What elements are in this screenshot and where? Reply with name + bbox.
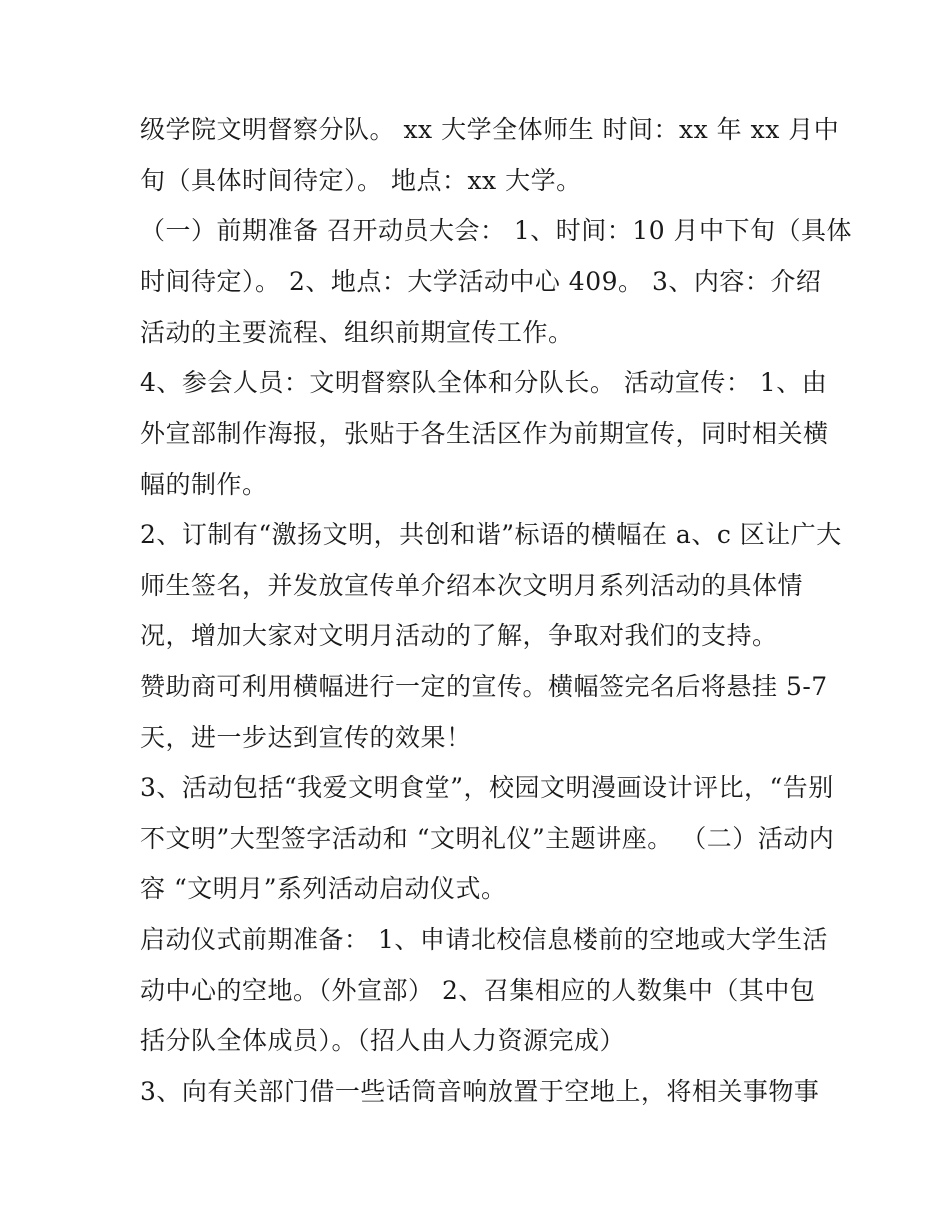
text-line: 时间待定）。 2、地点：大学活动中心 409。 3、内容：介绍 bbox=[140, 267, 822, 296]
text-line: 4、参会人员：文明督察队全体和分队长。 活动宣传： 1、由 bbox=[140, 368, 828, 397]
text-line: 2、订制有“激扬文明，共创和谐”标语的横幅在 a、c 区让广大 bbox=[140, 520, 842, 549]
text-line: 旬（具体时间待定）。 地点：xx 大学。 bbox=[140, 166, 582, 195]
text-line: 动中心的空地。（外宣部） 2、召集相应的人数集中（其中包 bbox=[140, 976, 816, 1005]
text-line: 括分队全体成员）。（招人由人力资源完成） bbox=[140, 1026, 626, 1055]
text-line: 启动仪式前期准备： 1、申请北校信息楼前的空地或大学生活 bbox=[140, 925, 828, 954]
text-line: 师生签名，并发放宣传单介绍本次文明月系列活动的具体情 bbox=[140, 571, 804, 600]
text-line: 外宣部制作海报，张贴于各生活区作为前期宣传，同时相关横 bbox=[140, 419, 829, 448]
text-line: 3、向有关部门借一些话筒音响放置于空地上，将相关事物事 bbox=[140, 1077, 820, 1106]
text-line: 赞助商可利用横幅进行一定的宣传。横幅签完名后将悬挂 5-7 bbox=[140, 672, 828, 701]
text-line: 级学院文明督察分队。 xx 大学全体师生 时间：xx 年 xx 月中 bbox=[140, 115, 840, 144]
text-line: 天，进一步达到宣传的效果！ bbox=[140, 723, 472, 752]
text-line: 幅的制作。 bbox=[140, 470, 268, 499]
text-line: 活动的主要流程、组织前期宣传工作。 bbox=[140, 318, 574, 347]
text-line: 容 “文明月”系列活动启动仪式。 bbox=[140, 874, 507, 903]
text-line: 3、活动包括“我爱文明食堂”，校园文明漫画设计评比，“告别 bbox=[140, 773, 834, 802]
text-line: 不文明”大型签字活动和 “文明礼仪”主题讲座。 （二）活动内 bbox=[140, 824, 835, 853]
text-line: 况，增加大家对文明月活动的了解，争取对我们的支持。 bbox=[140, 621, 778, 650]
text-line: （一）前期准备 召开动员大会： 1、时间：10 月中下旬（具体 bbox=[140, 216, 853, 245]
